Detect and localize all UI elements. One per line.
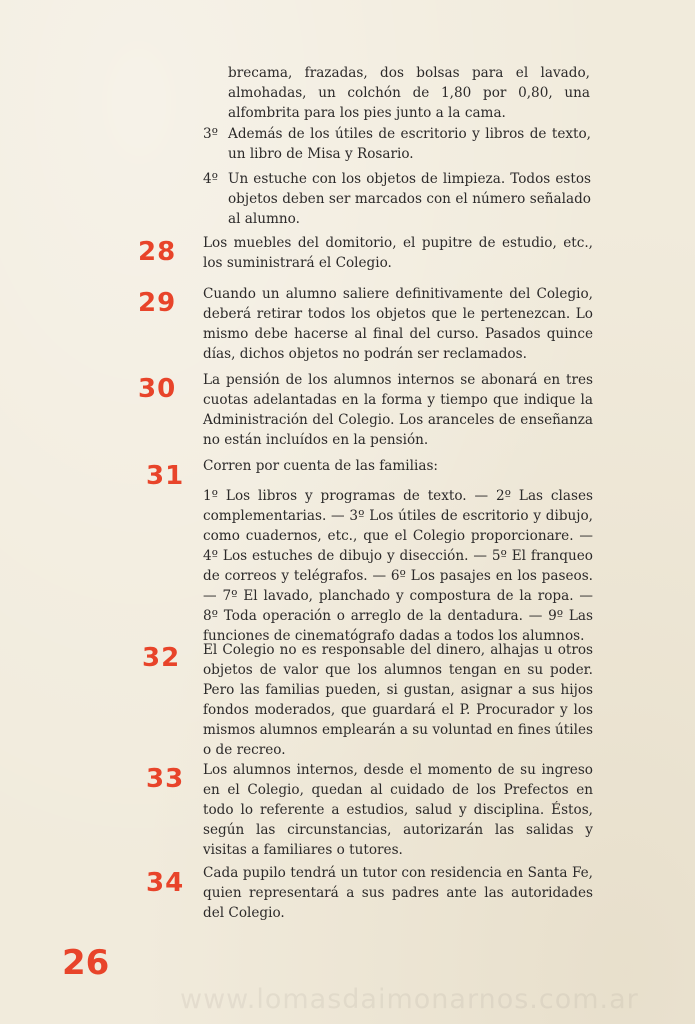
article-text [203,284,593,364]
article-number: 31 [146,461,185,491]
watermark: www.lomasdaimonarnos.com.ar [180,984,639,1015]
article-text [203,370,593,450]
article-text [203,863,593,923]
article-paragraph: Cada pupilo tendrá un tutor con residencia en Santa Fe, quien representará a sus padres ante las autoridades del Colegio. [203,865,593,921]
article-paragraph: El Colegio no es responsable del dinero, alhajas u otros objetos de valor que los alumnos tengan en su poder. Pero las familias pueden, si gustan, asignar a sus hijos fondos moderados, que guardará el P. Procurador y los mismos alumnos emplearán a su voluntad en fines útiles o de recreo. [203,642,593,758]
article-number: 34 [146,868,185,898]
article-number: 29 [138,288,177,318]
list-item [203,124,591,164]
article-paragraph: Los alumnos internos, desde el momento de su ingreso en el Colegio, quedan al cuidado de los Prefectos en todo lo referente a estudios, salud y disciplina. Éstos, según las circunstancias, autorizarán las salidas y visitas a familiares o tutores. [203,762,593,858]
list-item [203,169,591,229]
article-paragraph: Cuando un alumno saliere definitivamente del Colegio, deberá retirar todos los objetos que le pertenezcan. Lo mismo debe hacerse al final del curso. Pasados quince días, dichos objetos no podrán ser reclamados. [203,286,593,362]
article-paragraph: Corren por cuenta de las familias: [203,458,439,474]
article-text [203,456,593,646]
article-paragraph: La pensión de los alumnos internos se abonará en tres cuotas adelantadas en la forma y tiempo que indique la Administración del Colegio. Los aranceles de enseñanza no están incluídos en la pensión. [203,372,593,448]
article-text [203,760,593,860]
article-number: 30 [138,374,177,404]
article-text [203,233,593,273]
article-paragraph: 1º Los libros y programas de texto. — 2º Las clases complementarias. — 3º Los útiles de escritorio y dibujo, como cuadernos, etc., que el Colegio proporcionare. — 4º Los estuches de dibujo y disección. — 5º El franqueo de correos y telégrafos. — 6º Los pasajes en los paseos. — 7º El lavado, planchado y compostura de la ropa. — 8º Toda operación o arreglo de la dentadura. — 9º Las funciones de cinematógrafo dadas a todos los alumnos. [203,488,593,644]
article-number: 28 [138,237,177,267]
article-number: 32 [142,643,181,673]
article-number: 33 [146,764,185,794]
item-text: Un estuche con los objetos de limpieza. Todos estos objetos deben ser marcados con el número señalado al alumno. [228,171,591,227]
item-text: Además de los útiles de escritorio y libros de texto, un libro de Misa y Rosario. [228,126,591,162]
continuation-paragraph: brecama, frazadas, dos bolsas para el lavado, almohadas, un colchón de 1,80 por 0,80, una alfombrita para los pies junto a la cama. [228,65,590,121]
page-number: 26 [62,943,110,983]
article-paragraph: Los muebles del domitorio, el pupitre de estudio, etc., los suministrará el Colegio. [203,235,593,271]
item-number: 4º [203,171,219,187]
item-number: 3º [203,126,219,142]
article-text [203,640,593,760]
